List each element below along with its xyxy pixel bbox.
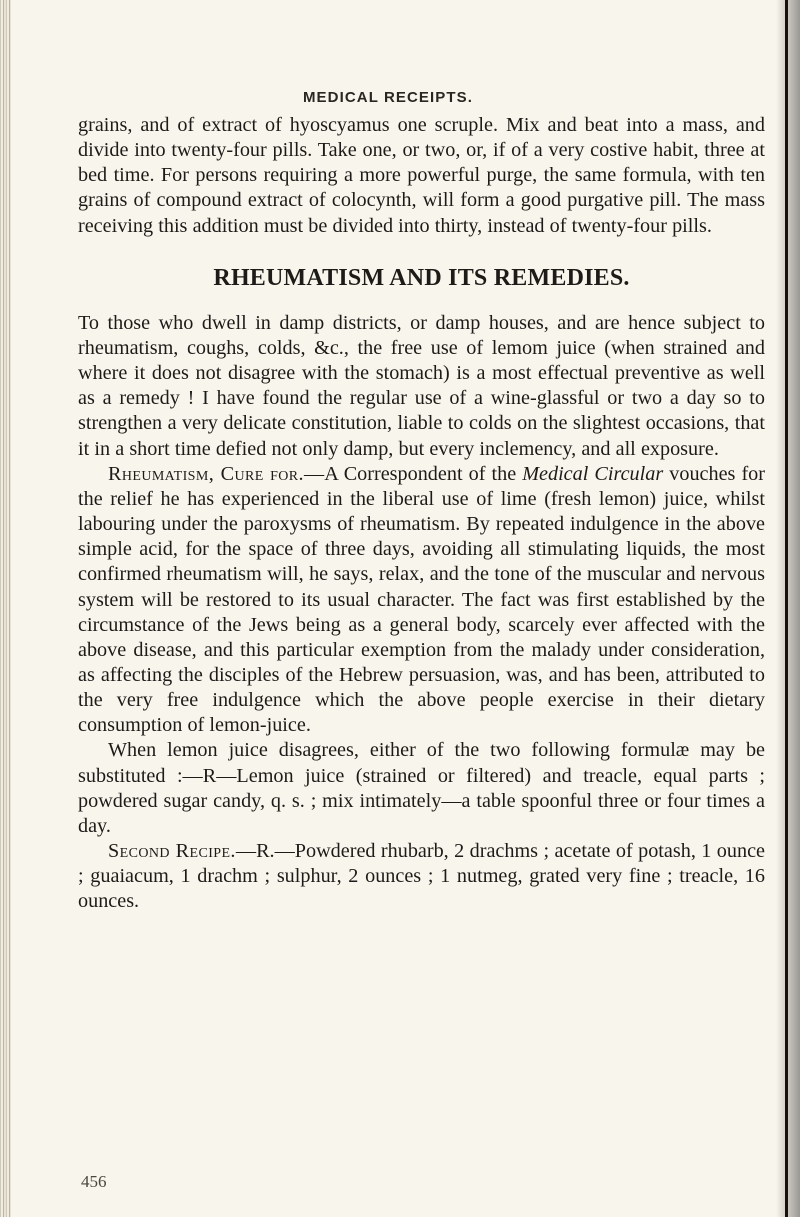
- intro-paragraph: grains, and of extract of hyoscyamus one scruple. Mix and beat into a mass, and divide into twenty-four pills. Take one, or two, or, if of a very costive habit, three at bed time. For persons requiring a more powerful purge, the same formula, with ten grains of compound extract of colocynth, will form a good purgative pill. The mass receiving this addition must be divided into thirty, instead of twenty-four pills.: [78, 114, 765, 237]
- rheumatism-cure-paragraph: [78, 462, 765, 739]
- cure-title: Rheumatism, Cure for.: [108, 462, 304, 485]
- damp-districts-paragraph: To those who dwell in damp districts, or damp houses, and are hence subject to rheumatism, coughs, colds, &c., the free use of lemom juice (when strained and where it does not disagree with the stomach) is a most effectual preventive as well as a remedy ! I have found the regular use of a wine-glassful or two a day so to strengthen a very delicate constitution, liable to colds on the slightest occasions, that it in a short time defied not only damp, but every inclemency, and all exposure.: [78, 311, 765, 460]
- second-recipe-paragraph: [78, 839, 765, 914]
- page-binding: [0, 0, 11, 1217]
- running-head: MEDICAL RECEIPTS.: [302, 89, 474, 106]
- second-recipe-title: Second Recipe.: [108, 840, 236, 863]
- second-recipe-text: —R.—Powdered rhubarb, 2 drachms ; acetate of potash, 1 ounce ; guaiacum, 1 drachm ; sulphur, 2 ounces ; 1 nutmeg, grated very fine ; treacle, 16 ounces.: [78, 840, 765, 913]
- page-text: [78, 113, 765, 915]
- medical-circular: Medical Circular: [522, 462, 664, 485]
- page-edge: [785, 0, 788, 1217]
- lemon-disagrees-paragraph: When lemon juice disagrees, either of the two following formulæ may be substituted :—R—Lemon juice (strained or filtered) and treacle, equal parts ; powdered sugar candy, q. s. ; mix intimately—a table spoonful three or four times a day.: [78, 739, 765, 837]
- cure-text-end: vouches for the relief he has experienced in the liberal use of lime (fresh lemon) juice, whilst labouring under the paroxysms of rheumatism. By repeated indulgence in the above simple acid, for the space of three days, avoiding all stimulating liquids, the most confirmed rheumatism will, he says, relax, and the tone of the muscular and nervous system will be restored to its usual character. The fact was first established by the circumstance of the Jews being as a general body, scarcely ever affected with the above disease, and this particular exemption from the malady under consideration, as affecting the disciples of the Hebrew persuasion, was, and has been, attributed to the very free indulgence which the above people exercise in their dietary consumption of lemon-juice.: [78, 462, 765, 737]
- cure-text-start: —A Correspondent of the: [304, 462, 523, 485]
- page-edge-shadow: [776, 0, 800, 1217]
- page-number: 456: [81, 1172, 107, 1191]
- section-heading: RHEUMATISM AND ITS REMEDIES.: [213, 264, 630, 291]
